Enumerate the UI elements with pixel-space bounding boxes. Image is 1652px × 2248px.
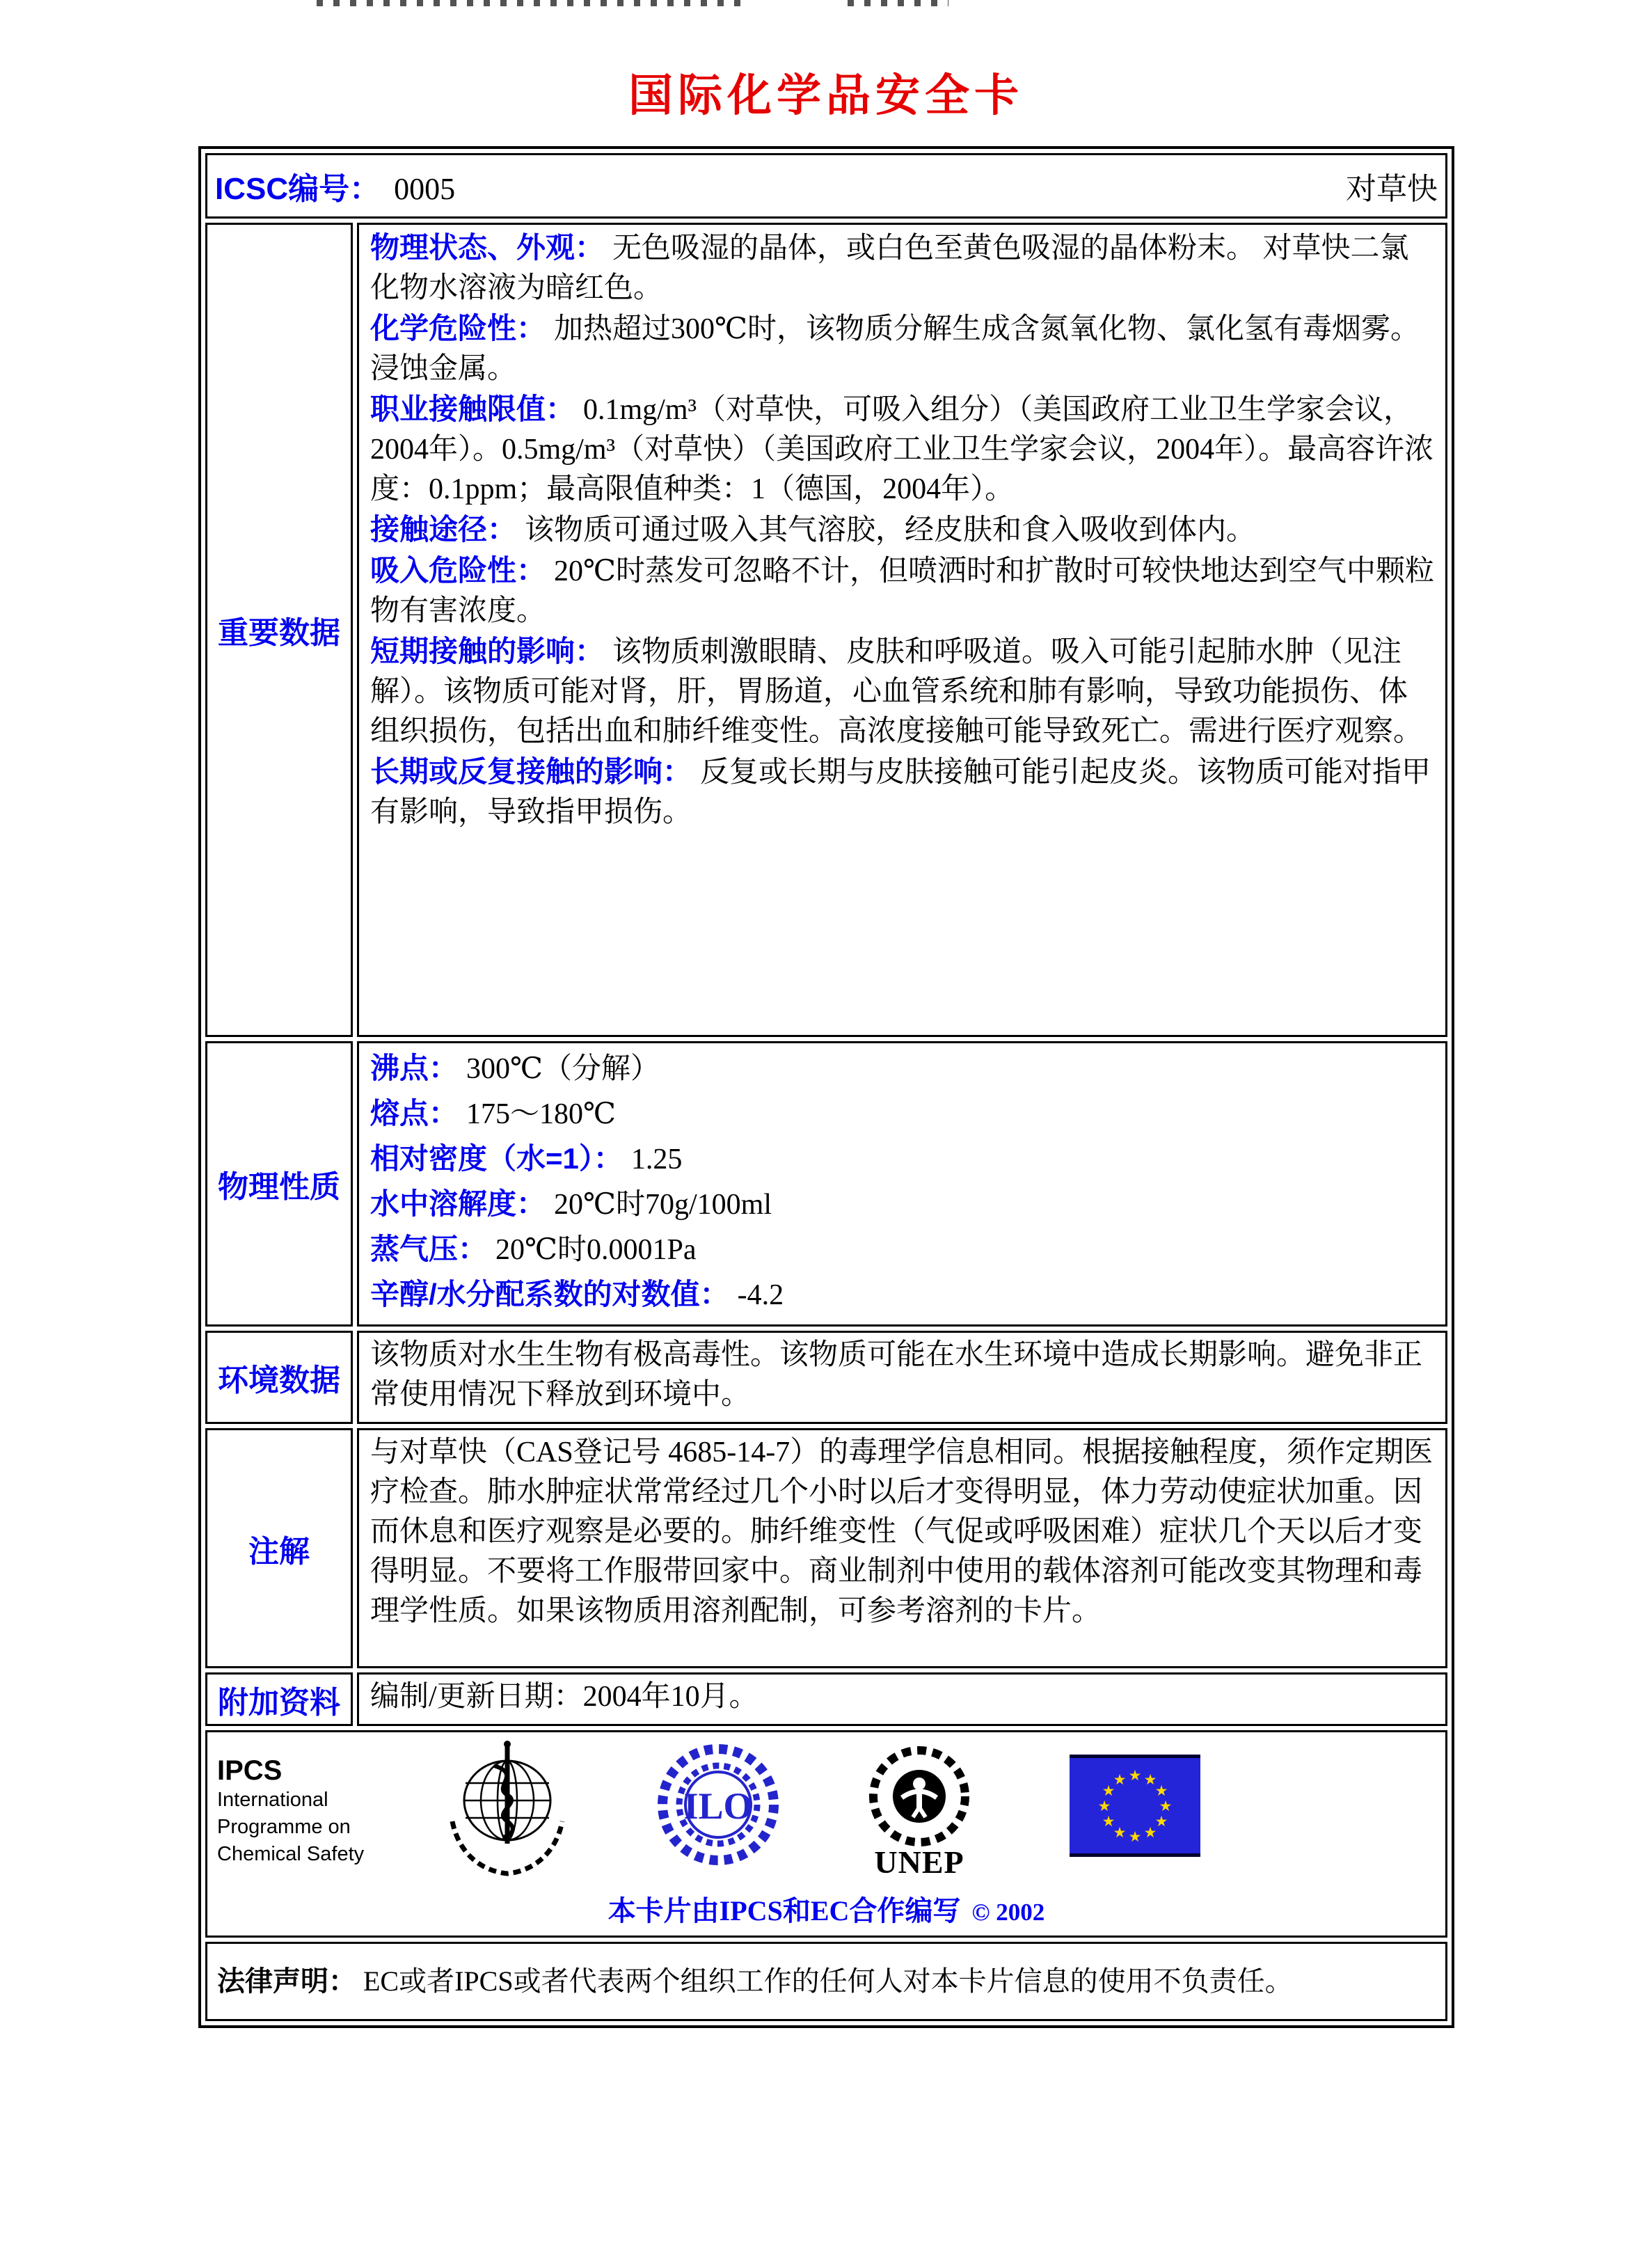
entry-term: 辛醇/水分配系数的对数值： <box>370 1278 729 1311</box>
entry-desc: 该物质刺激眼睛、皮肤和呼吸道。吸入可能引起肺水肿（见注解）。该物质可能对肾，肝，胃肠道，心血管系统和肺有影响，导致功能损伤、体组织损伤，包括出血和肺纤维变性。高浓度接触可能导致死亡。需进行医疗观察。 <box>370 636 1423 747</box>
section-label-additional-info: 附加资料 <box>205 1672 353 1726</box>
chemical-name: 对草快 <box>1346 172 1438 206</box>
physical-entry <box>370 1137 1434 1182</box>
entry-desc: 20℃时0.0001Pa <box>495 1234 697 1266</box>
clipped-header-text <box>848 0 948 6</box>
section-label-environmental-data: 环境数据 <box>205 1331 353 1424</box>
ilo-logo-letters: ILO <box>683 1785 753 1827</box>
important-entry <box>370 509 1434 551</box>
important-entry <box>370 308 1434 389</box>
attribution-caption <box>217 1889 1436 1929</box>
safety-card-table <box>198 146 1454 2028</box>
svg-text:★: ★ <box>1113 1824 1127 1841</box>
entry-desc: 1.25 <box>630 1143 683 1176</box>
section-physical-properties <box>357 1041 1447 1327</box>
section-important-data <box>357 223 1447 1037</box>
entry-desc: 300℃（分解） <box>466 1053 660 1085</box>
important-entry <box>370 389 1434 509</box>
attribution-caption-text: 本卡片由IPCS和EC合作编写 <box>607 1895 961 1926</box>
unep-logo-icon <box>859 1739 980 1882</box>
entry-term: 沸点： <box>370 1052 459 1084</box>
physical-entry <box>370 1227 1434 1272</box>
svg-text:★: ★ <box>1102 1813 1115 1830</box>
section-label-notes: 注解 <box>205 1428 353 1668</box>
copyright-text: © 2002 <box>971 1899 1045 1926</box>
entry-desc: 175～180℃ <box>466 1098 616 1130</box>
entry-desc: 反复或长期与皮肤接触可能引起皮炎。该物质可能对指甲有影响，导致指甲损伤。 <box>370 757 1431 828</box>
entry-desc: -4.2 <box>737 1279 784 1311</box>
section-additional-info: 编制/更新日期：2004年10月。 <box>357 1672 1447 1726</box>
physical-entry <box>370 1091 1434 1137</box>
svg-text:★: ★ <box>1128 1767 1142 1784</box>
entry-term: 短期接触的影响： <box>370 635 605 667</box>
entry-term: 长期或反复接触的影响： <box>370 755 692 788</box>
attribution-row <box>205 1730 1447 1938</box>
physical-entry <box>370 1272 1434 1317</box>
icsc-number-value: 0005 <box>394 172 456 206</box>
important-entry <box>370 752 1434 832</box>
important-entry <box>370 228 1434 308</box>
entry-desc: 无色吸湿的晶体，或白色至黄色吸湿的晶体粉末。 对草快二氯化物水溶液为暗红色。 <box>370 232 1409 304</box>
section-environmental-data: 该物质对水生生物有极高毒性。该物质可能在水生环境中造成长期影响。避免非正常使用情况下释放到环境中。 <box>357 1331 1447 1424</box>
important-entry <box>370 631 1434 752</box>
card-header-row <box>205 153 1447 219</box>
ipcs-subtitle-line: Chemical Safety <box>217 1843 365 1865</box>
svg-text:★: ★ <box>1143 1824 1157 1841</box>
svg-text:★: ★ <box>1154 1782 1168 1799</box>
entry-term: 吸入危险性： <box>370 554 546 587</box>
entry-term: 蒸气压： <box>370 1233 488 1265</box>
icsc-number-group <box>215 164 455 208</box>
section-label-physical-properties: 物理性质 <box>205 1041 353 1327</box>
svg-text:★: ★ <box>1097 1798 1111 1814</box>
unep-logo-letters: UNEP <box>874 1844 964 1880</box>
svg-text:★: ★ <box>1113 1771 1127 1788</box>
page-title: 国际化学品安全卡 <box>628 71 1024 120</box>
entry-desc: 20℃时70g/100ml <box>554 1189 772 1221</box>
entry-term: 化学危险性： <box>370 312 546 345</box>
physical-entry <box>370 1046 1434 1091</box>
legal-notice-text: EC或者IPCS或者代表两个组织工作的任何人对本卡片信息的使用不负责任。 <box>363 1965 1293 1997</box>
ipcs-title: IPCS <box>217 1755 283 1786</box>
svg-text:★: ★ <box>1159 1798 1173 1814</box>
entry-desc: 20℃时蒸发可忽略不计，但喷洒时和扩散时可较快地达到空气中颗粒物有害浓度。 <box>370 555 1435 627</box>
important-entry <box>370 551 1434 631</box>
ipcs-subtitle-line: International <box>217 1789 328 1811</box>
entry-term: 水中溶解度： <box>370 1187 546 1220</box>
entry-term: 相对密度（水=1）： <box>370 1142 623 1175</box>
ipcs-text-block <box>217 1739 426 1868</box>
svg-text:★: ★ <box>1154 1813 1168 1830</box>
section-notes: 与对草快（CAS登记号 4685-14-7）的毒理学信息相同。根据接触程度，须作定期医疗检查。肺水肿症状常常经过几个小时以后才变得明显，体力劳动使症状加重。因而休息和医疗观察是必要的。肺纤维变性（气促或呼吸困难）症状几个天以后才变得明显。不要将工作服带回家中。商业制剂中使用的载体溶剂可能改变其物理和毒理学性质。如果该物质用溶剂配制，可参考溶剂的卡片。 <box>357 1428 1447 1668</box>
legal-notice-row <box>205 1942 1447 2021</box>
entry-desc: 加热超过300℃时，该物质分解生成含氮氧化物、氯化氢有毒烟雾。浸蚀金属。 <box>370 313 1420 385</box>
icsc-number-label: ICSC编号： <box>215 172 381 206</box>
physical-entry <box>370 1182 1434 1227</box>
entry-term: 物理状态、外观： <box>370 231 605 264</box>
ilo-logo-icon <box>656 1739 781 1870</box>
section-label-important-data: 重要数据 <box>205 223 353 1037</box>
entry-term: 接触途径： <box>370 513 517 546</box>
svg-text:★: ★ <box>1102 1782 1115 1799</box>
legal-notice-label: 法律声明： <box>217 1966 356 1997</box>
entry-desc: 0.1mg/m³（对草快，可吸入组分）（美国政府工业卫生学家会议，2004年）。0.5mg/m³（对草快）（美国政府工业卫生学家会议，2004年）。最高容许浓度：0.1ppm；最高限值种类：1（德国，2004年）。 <box>370 394 1434 505</box>
entry-desc: 该物质可通过吸入其气溶胶，经皮肤和食入吸收到体内。 <box>525 514 1256 546</box>
svg-text:★: ★ <box>1143 1771 1157 1788</box>
who-logo-icon <box>441 1739 573 1877</box>
clipped-header-text <box>317 0 741 6</box>
svg-text:★: ★ <box>1128 1828 1142 1845</box>
entry-term: 职业接触限值： <box>370 393 575 425</box>
entry-term: 熔点： <box>370 1097 459 1130</box>
eu-flag-icon <box>1070 1755 1200 1857</box>
ipcs-subtitle-line: Programme on <box>217 1816 351 1838</box>
